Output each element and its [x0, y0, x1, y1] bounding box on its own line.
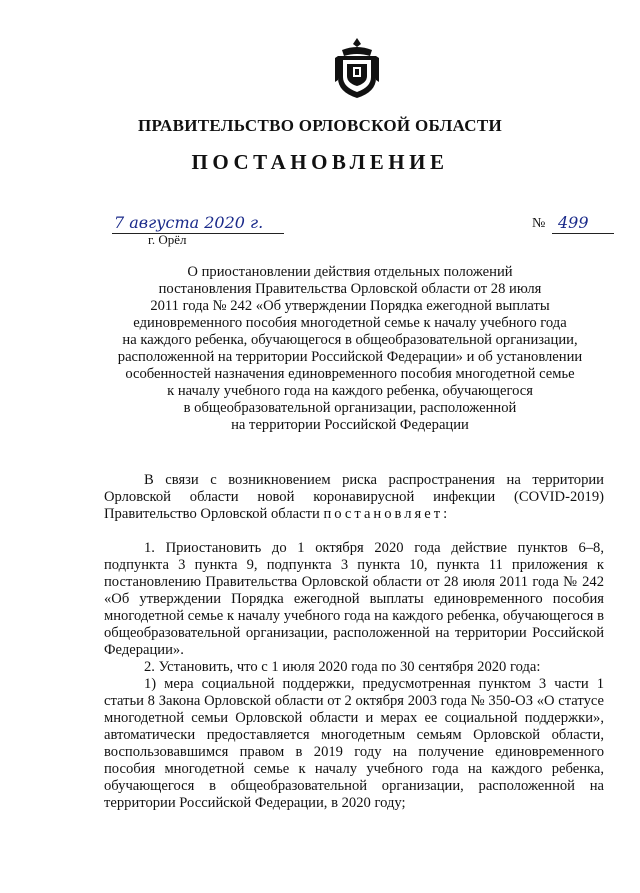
- intro-resolves: постановляет:: [323, 506, 451, 522]
- paragraph-1: 1. Приостановить до 1 октября 2020 года действие пунктов 6–8, подпункта 3 пункта 9, подпункта 3 пункта 10, пункта 11 приложения к постановлению Правительства Орловской области от 28 июля 2011 года № 242 «Об утверждении Порядка ежегодной выплаты единовременного пособия многодетной семье к началу учебного года на каждого ребенка, обучающегося в общеобразовательной организации, расположенной на территории Российской Федерации».: [104, 540, 604, 658]
- document-heading: [80, 264, 620, 434]
- document-type: ПОСТАНОВЛЕНИЕ: [191, 150, 449, 174]
- heading-line: единовременного пособия многодетной семье к началу учебного года: [133, 315, 567, 331]
- heading-line: 2011 года № 242 «Об утверждении Порядка ежегодной выплаты: [150, 298, 550, 314]
- number-label: №: [532, 216, 546, 231]
- heading-line: в общеобразовательной организации, расположенной: [183, 400, 517, 416]
- document-city: г. Орёл: [148, 232, 187, 247]
- document-number: 499: [552, 213, 614, 234]
- heading-line: особенностей назначения единовременного пособия многодетной семье: [125, 366, 575, 382]
- heading-line: постановления Правительства Орловской области от 28 июля: [158, 281, 542, 297]
- paragraph-2: 2. Установить, что с 1 июля 2020 года по 30 сентября 2020 года:: [144, 659, 541, 675]
- intro-text: В связи с возникновением риска распространения на территории Орловской области новой коронавирусной инфекции (COVID-2019) Правительство Орловской области: [104, 472, 604, 522]
- coat-of-arms-emblem: [334, 36, 380, 102]
- intro-paragraph: [104, 472, 604, 523]
- heading-line: на каждого ребенка, обучающегося в общеобразовательной организации,: [122, 332, 578, 348]
- heading-line: к началу учебного года на каждого ребенка, обучающегося: [167, 383, 533, 399]
- heading-line: расположенной на территории Российской Федерации» и об установлении: [117, 349, 583, 365]
- heading-line: на территории Российской Федерации: [231, 417, 469, 433]
- paragraph-2-1: 1) мера социальной поддержки, предусмотренная пунктом 3 части 1 статьи 8 Закона Орловской области от 2 октября 2003 года № 350-ОЗ «О статусе многодетной семьи Орловской области и мерах ее социальной поддержки», автоматически предоставляется многодетным семьям Орловской области, воспользовавшимся правом в 2019 году на получение единовременного пособия многодетной семье к началу учебного года на каждого ребенка, обучающегося в общеобразовательной организации, расположенной на территории Российской Федерации, в 2020 году;: [104, 676, 604, 811]
- document-date: 7 августа 2020 г.: [112, 213, 284, 234]
- government-title: ПРАВИТЕЛЬСТВО ОРЛОВСКОЙ ОБЛАСТИ: [137, 116, 503, 135]
- resolution-body: [104, 540, 604, 812]
- heading-line: О приостановлении действия отдельных положений: [187, 264, 513, 280]
